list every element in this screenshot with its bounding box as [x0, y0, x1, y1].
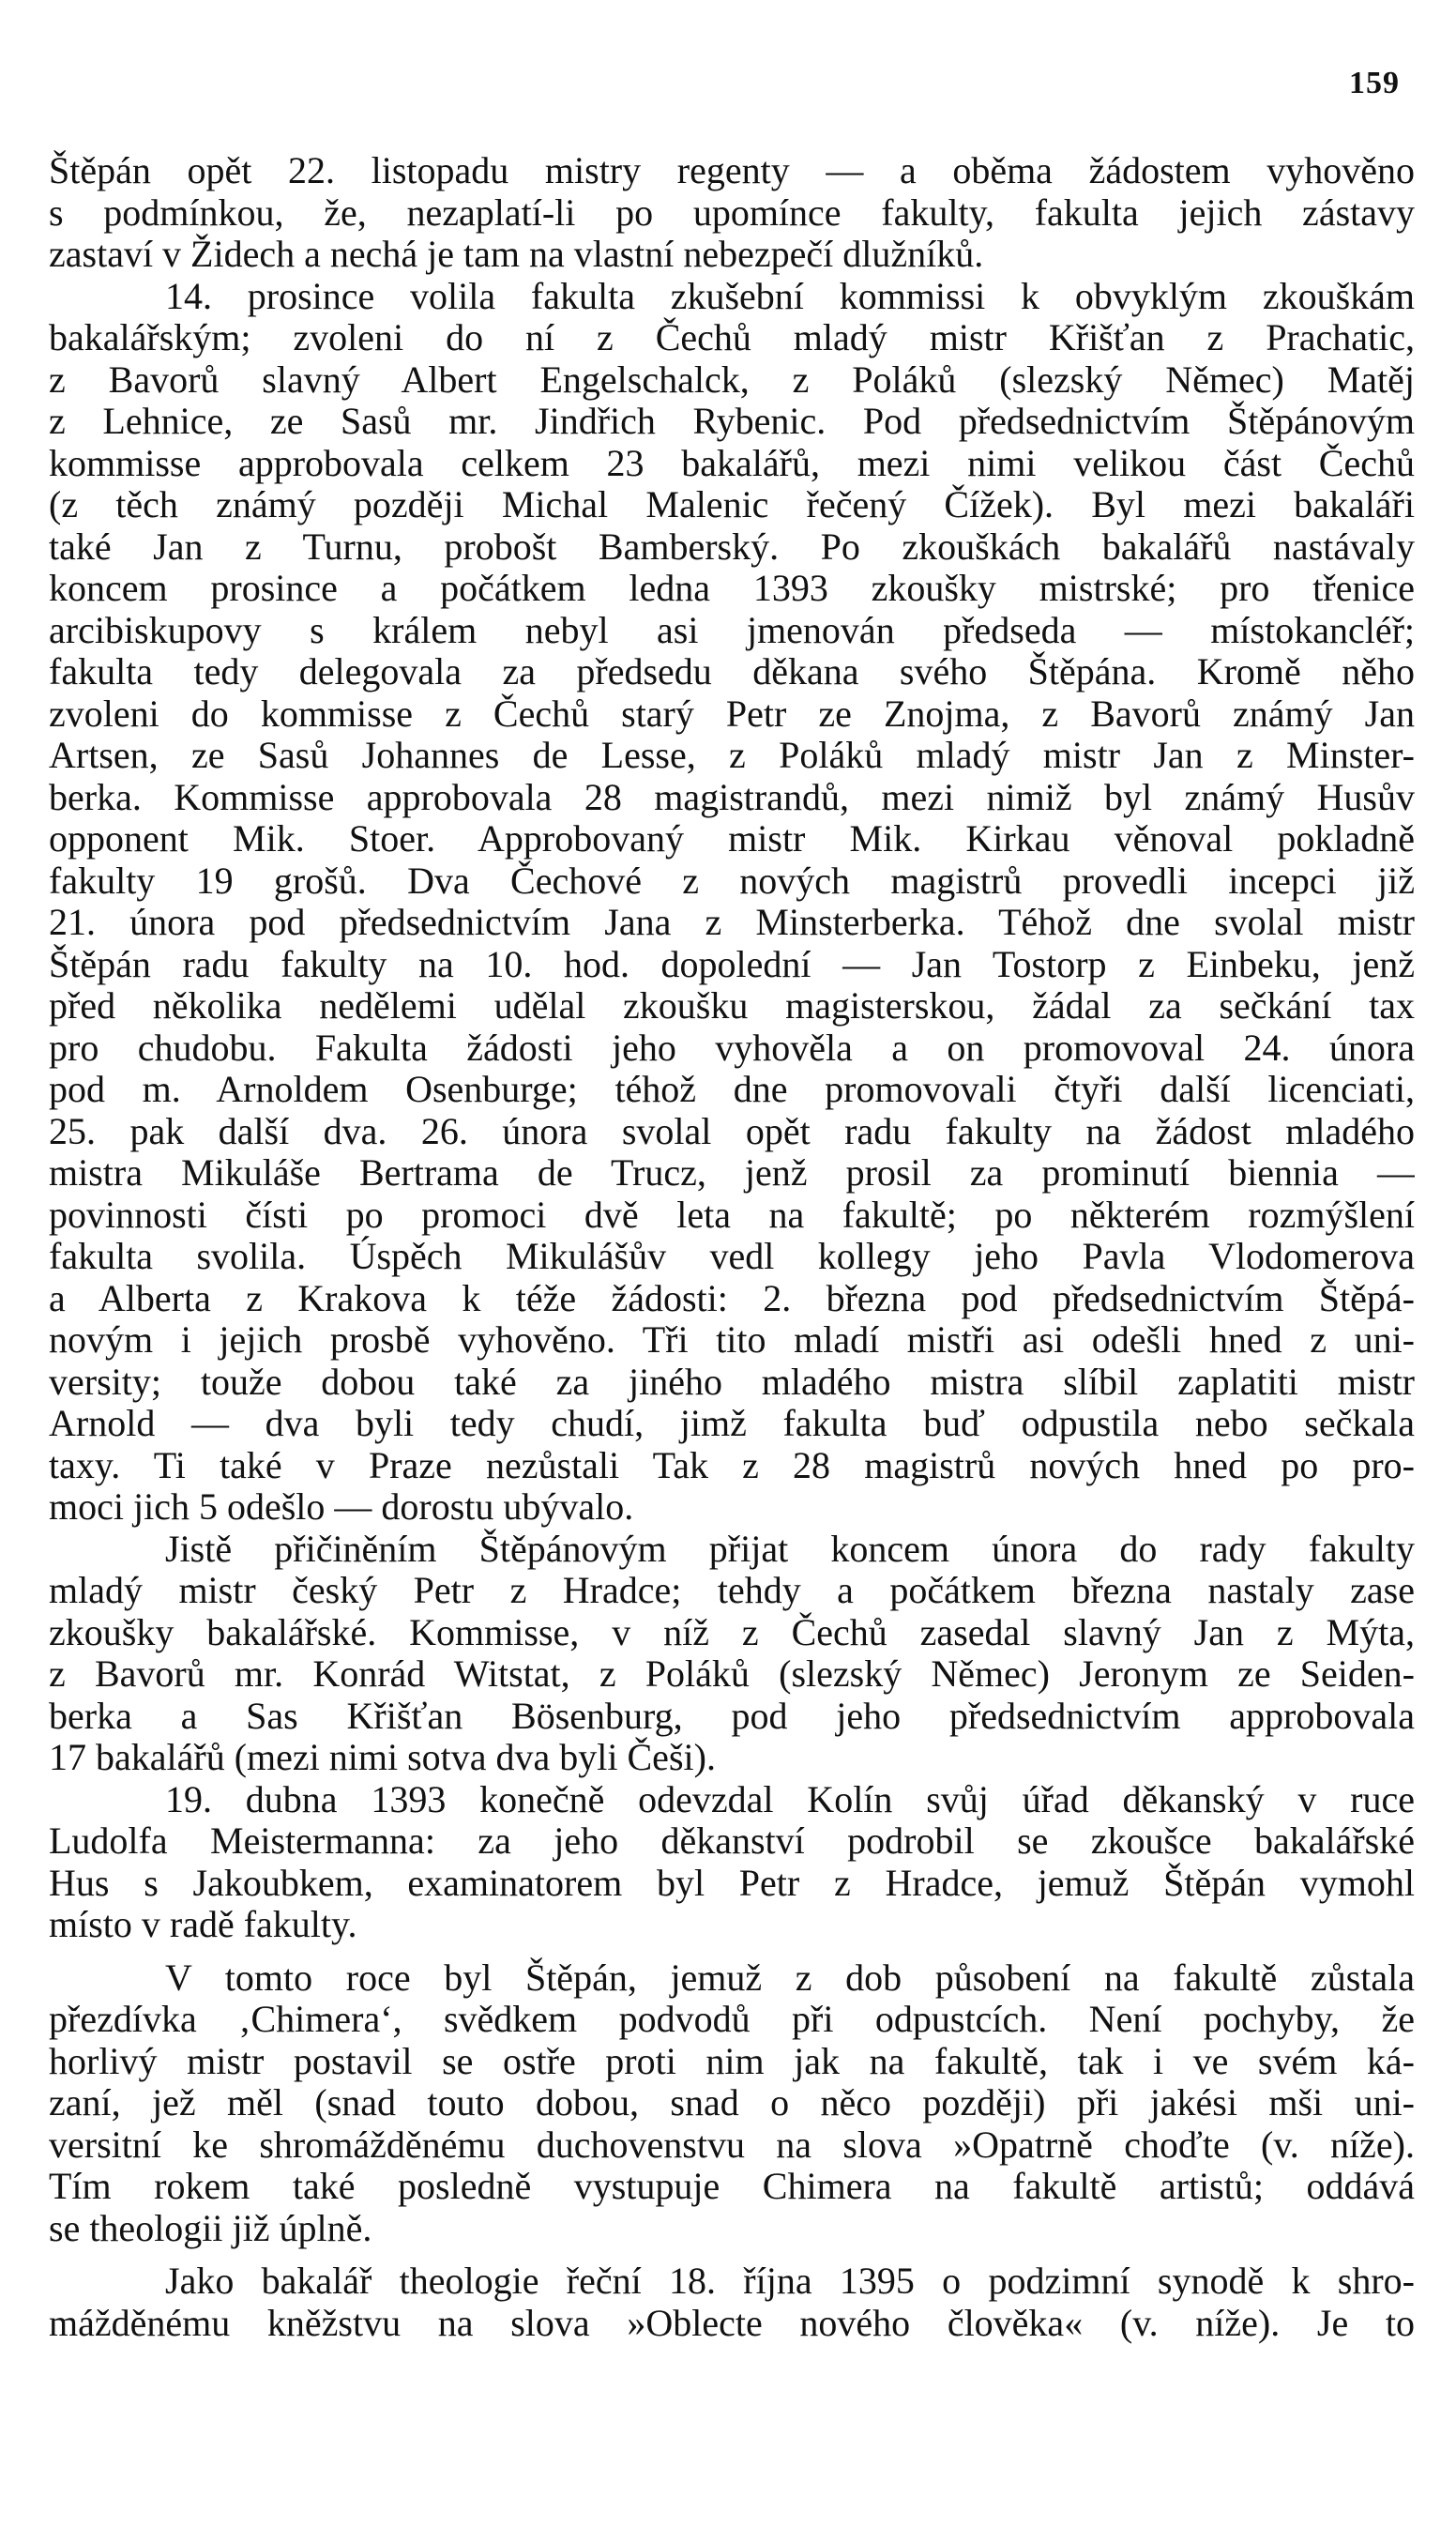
- text-line: bakalářským; zvoleni do ní z Čechů mladý mistr Křišťan z Prachatic,: [49, 317, 1415, 358]
- text-line: a Alberta z Krakova k téže žádosti: 2. března pod předsednictvím Štěpá-: [49, 1277, 1415, 1319]
- text-line: berka a Sas Křišťan Bösenburg, pod jeho předsednictvím approbovala: [49, 1695, 1415, 1737]
- text-line: berka. Kommisse approbovala 28 magistrandů, mezi nimiž byl známý Husův: [49, 776, 1415, 818]
- text-line: Artsen, ze Sasů Johannes de Lesse, z Poláků mladý mistr Jan z Minster-: [49, 735, 1415, 776]
- text-line: Tím rokem také posledně vystupuje Chimera na fakultě artistů; oddává: [49, 2166, 1415, 2207]
- text-line: horlivý mistr postavil se ostře proti nim jak na fakultě, tak i ve svém ká-: [49, 2040, 1415, 2082]
- text-line: pod m. Arnoldem Osenburge; téhož dne promovovali čtyři další licenciati,: [49, 1069, 1415, 1110]
- text-line: opponent Mik. Stoer. Approbovaný mistr Mik. Kirkau věnoval pokladně: [49, 818, 1415, 860]
- text-line: mladý mistr český Petr z Hradce; tehdy a počátkem března nastaly zase: [49, 1570, 1415, 1611]
- text-line: 14. prosince volila fakulta zkušební kommissi k obvyklým zkouškám: [165, 275, 1415, 317]
- text-line: Hus s Jakoubkem, examinatorem byl Petr z Hradce, jemuž Štěpán vymohl: [49, 1862, 1415, 1904]
- text-line: zaní, jež měl (snad touto dobou, snad o něco později) při jakési mši uni-: [49, 2082, 1415, 2124]
- text-line: z Lehnice, ze Sasů mr. Jindřich Rybenic. Pod předsednictvím Štěpánovým: [49, 401, 1415, 442]
- paragraph: [49, 150, 1415, 276]
- text-line: se theologii již úplně.: [49, 2207, 372, 2249]
- text-line: kommisse approbovala celkem 23 bakalářů, mezi nimi velikou část Čechů: [49, 442, 1415, 484]
- text-line: fakulta tedy delegovala za předsedu děkana svého Štěpána. Kromě něho: [49, 651, 1415, 693]
- text-line: zvoleni do kommisse z Čechů starý Petr ze Znojma, z Bavorů známý Jan: [49, 693, 1415, 735]
- text-block: [49, 150, 1415, 2344]
- text-line: přezdívka ‚Chimera‘, svědkem podvodů při odpustcích. Není pochyby, že: [49, 1999, 1415, 2040]
- text-line: povinnosti čísti po promoci dvě leta na fakultě; po některém rozmýšlení: [49, 1194, 1415, 1236]
- text-line: pro chudobu. Fakulta žádosti jeho vyhověla a on promovoval 24. února: [49, 1027, 1415, 1069]
- text-line: místo v radě fakulty.: [49, 1904, 357, 1945]
- text-line: V tomto roce byl Štěpán, jemuž z dob působení na fakultě zůstala: [165, 1956, 1415, 1999]
- text-line: zastaví v Židech a nechá je tam na vlastní nebezpečí dlužníků.: [49, 234, 984, 275]
- paragraph: [49, 276, 1415, 1529]
- text-line: 25. pak další dva. 26. února svolal opět radu fakulty na žádost mladého: [49, 1110, 1415, 1152]
- paragraph: [49, 1957, 1415, 2250]
- text-line: 19. dubna 1393 konečně odevzdal Kolín svůj úřad děkanský v ruce: [165, 1778, 1415, 1820]
- text-line: Štěpán opět 22. listopadu mistry regenty — a oběma žádostem vyhověno: [49, 150, 1415, 191]
- text-line: Ludolfa Meistermanna: za jeho děkanství podrobil se zkoušce bakalářské: [49, 1820, 1415, 1862]
- text-line: Jistě přičiněním Štěpánovým přijat koncem února do rady fakulty: [165, 1528, 1415, 1570]
- text-line: koncem prosince a počátkem ledna 1393 zkoušky mistrské; pro třenice: [49, 568, 1415, 609]
- text-line: moci jich 5 odešlo — dorostu ubývalo.: [49, 1486, 634, 1528]
- text-line: fakulta svolila. Úspěch Mikulášův vedl kollegy jeho Pavla Vlodomerova: [49, 1236, 1415, 1277]
- text-line: versitní ke shromážděnému duchovenstvu na slova »Opatrně choďte (v. níže).: [49, 2124, 1415, 2166]
- text-line: (z těch známý později Michal Malenic řečený Čížek). Byl mezi bakaláři: [49, 484, 1415, 525]
- text-line: Arnold — dva byli tedy chudí, jimž fakulta buď odpustila nebo sečkala: [49, 1403, 1415, 1444]
- text-line: 21. února pod předsednictvím Jana z Minsterberka. Téhož dne svolal mistr: [49, 902, 1415, 943]
- text-line: z Bavorů mr. Konrád Witstat, z Poláků (slezský Němec) Jeronym ze Seiden-: [49, 1653, 1415, 1695]
- text-line: fakulty 19 grošů. Dva Čechové z nových magistrů provedli incepci již: [49, 860, 1415, 902]
- text-line: také Jan z Turnu, probošt Bamberský. Po zkouškách bakalářů nastávaly: [49, 525, 1415, 568]
- paragraph: [49, 1779, 1415, 1946]
- paragraph: [49, 2261, 1415, 2344]
- text-line: versity; touže dobou také za jiného mladého mistra slíbil zaplatiti mistr: [49, 1361, 1415, 1403]
- text-line: arcibiskupovy s králem nebyl asi jmenován předseda — místokancléř;: [49, 609, 1415, 651]
- text-line: Štěpán radu fakulty na 10. hod. dopolední — Jan Tostorp z Einbeku, jenž: [49, 943, 1415, 985]
- text-line: zkoušky bakalářské. Kommisse, v níž z Čechů zasedal slavný Jan z Mýta,: [49, 1611, 1415, 1653]
- text-line: mistra Mikuláše Bertrama de Trucz, jenž prosil za prominutí biennia —: [49, 1152, 1415, 1194]
- text-line: Jako bakalář theologie řeční 18. října 1395 o podzimní synodě k shro-: [165, 2261, 1415, 2302]
- text-line: z Bavorů slavný Albert Engelschalck, z Poláků (slezský Němec) Matěj: [49, 358, 1415, 401]
- text-line: 17 bakalářů (mezi nimi sotva dva byli Češi).: [49, 1737, 716, 1778]
- text-line: taxy. Ti také v Praze nezůstali Tak z 28 magistrů nových hned po pro-: [49, 1444, 1415, 1486]
- text-line: mážděnému kněžstvu na slova »Oblecte nového člověka« (v. níže). Je to: [49, 2302, 1415, 2344]
- page-number: 159: [1349, 66, 1400, 100]
- paragraph: [49, 1529, 1415, 1779]
- text-line: s podmínkou, že, nezaplatí-li po upomínce fakulty, fakulta jejich zástavy: [49, 191, 1415, 234]
- text-line: novým i jejich prosbě vyhověno. Tři tito mladí mistři asi odešli hned z uni-: [49, 1319, 1415, 1361]
- text-line: před několika nedělemi udělal zkoušku magisterskou, žádal za sečkání tax: [49, 985, 1415, 1027]
